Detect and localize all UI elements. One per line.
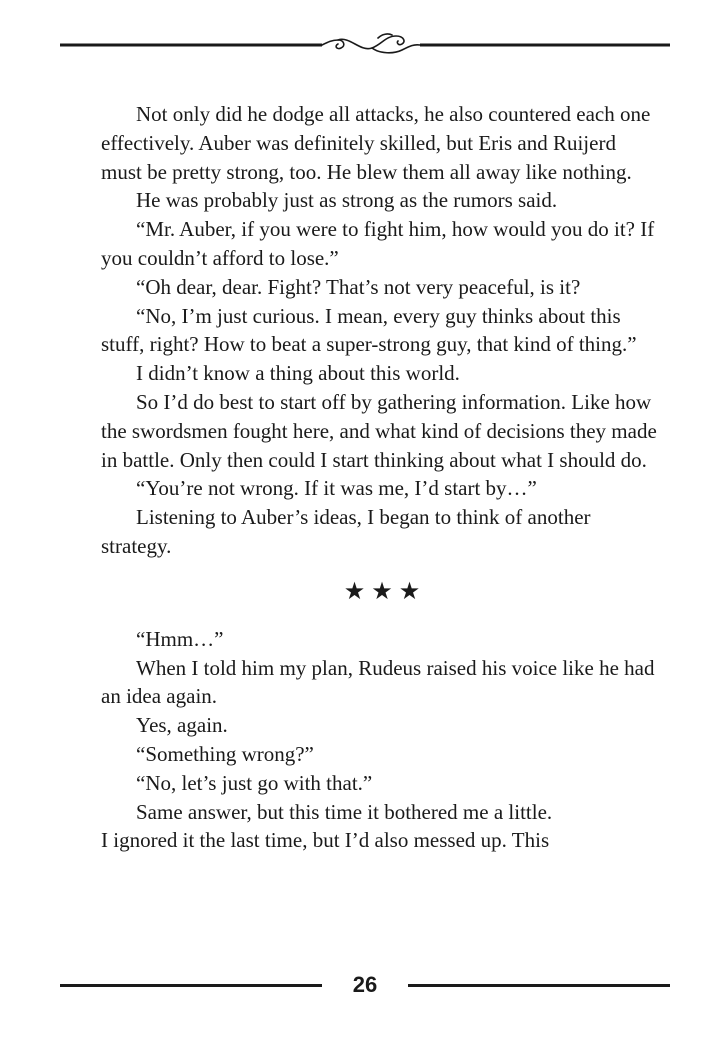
page-number: 26 bbox=[352, 972, 378, 997]
paragraph: He was probably just as strong as the rumors said. bbox=[136, 188, 558, 213]
footer-rule-right bbox=[408, 984, 670, 987]
paragraph: “Oh dear, dear. Fight? That’s not very peaceful, is it? bbox=[136, 274, 581, 299]
paragraph: Same answer, but this time it bothered me a little. bbox=[136, 799, 553, 824]
paragraph: “No, I’m just curious. I mean, every guy thinks about this stuff, right? How to beat a super-strong guy, that kind of thing.” bbox=[101, 303, 637, 357]
paragraph: “Mr. Auber, if you were to fight him, how would you do it? If you couldn’t afford to lose.” bbox=[101, 217, 655, 270]
paragraph: “No, let’s just go with that.” bbox=[136, 770, 373, 795]
paragraph: Not only did he dodge all attacks, he also countered each one effectively. Auber was definitely skilled, but Eris and Ruijerd must be pretty strong, too. He blew them all away like nothing. bbox=[101, 102, 651, 184]
paragraph: When I told him my plan, Rudeus raised his voice like he had an idea again. bbox=[101, 655, 655, 709]
section-break-stars: ★★★ bbox=[343, 578, 427, 605]
page-footer bbox=[60, 968, 670, 1002]
paragraph: I ignored it the last time, but I’d also messed up. This bbox=[101, 828, 550, 853]
footer-rule-left bbox=[60, 984, 322, 987]
header-ornament bbox=[60, 28, 670, 62]
paragraph: Listening to Auber’s ideas, I began to think of another strategy. bbox=[101, 505, 591, 558]
paragraph: Yes, again. bbox=[136, 713, 228, 738]
paragraph: So I’d do best to start off by gathering information. Like how the swordsmen fought here, and what kind of decisions they made in battle. Only then could I start thinking about what I should do. bbox=[101, 389, 657, 472]
flourish-icon bbox=[322, 34, 420, 53]
chapter-body bbox=[101, 100, 661, 855]
paragraph: “Something wrong?” bbox=[136, 741, 314, 766]
paragraph: I didn’t know a thing about this world. bbox=[136, 361, 460, 386]
paragraph: “Hmm…” bbox=[136, 626, 224, 651]
paragraph: “You’re not wrong. If it was me, I’d start by…” bbox=[136, 476, 537, 501]
